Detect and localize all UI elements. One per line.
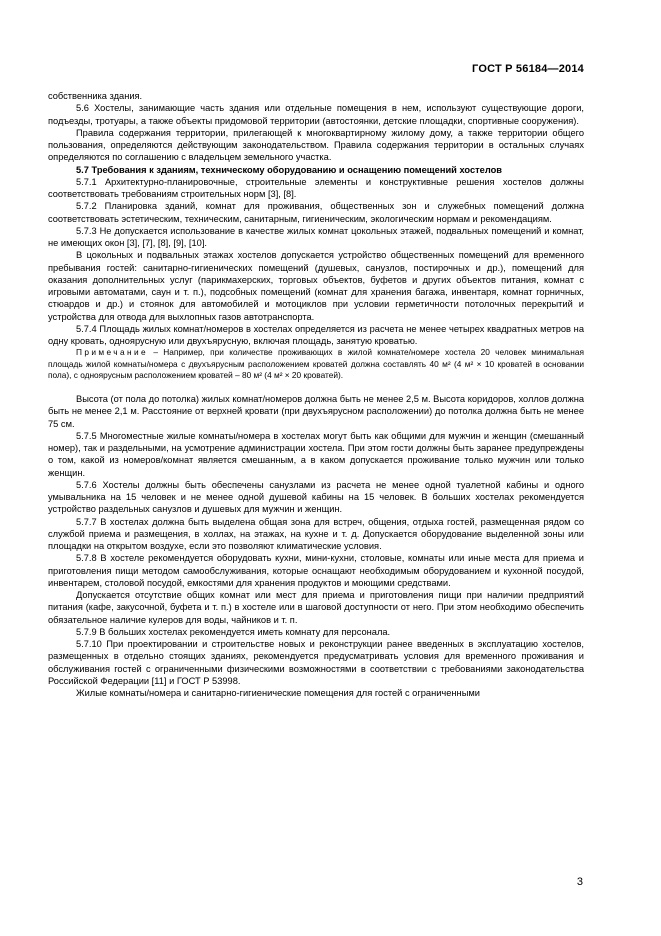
section-heading: 5.7 Требования к зданиям, техническому оборудованию и оснащению помещений хостелов bbox=[76, 164, 503, 175]
paragraph: Правила содержания территории, прилегающей к многоквартирному жилому дому, а также территории общего пользования, определяются действующим законодательством. Правила содержания территории в остальных случаях определяются по соглашению с владельцем земельного участка. bbox=[48, 127, 584, 163]
paragraph: 5.7.8 В хостеле рекомендуется оборудовать кухни, мини-кухни, столовые, комнаты или иные места для приема и приготовления пищи методом самообслуживания, которые оснащают необходимым оборудованием и кухонной посудой, инвентарем, столовой посудой, емкостями для хранения продуктов и моющими средствами. bbox=[48, 553, 584, 588]
paragraph: 5.7.3 Не допускается использование в качестве жилых комнат цокольных этажей, подвальных помещений и комнат, не имеющих окон [3], [7], [8], [9], [10]. bbox=[48, 225, 584, 248]
paragraph: Жилые комнаты/номера и санитарно-гигиенические помещения для гостей с ограниченными bbox=[76, 688, 480, 699]
paragraph: Высота (от пола до потолка) жилых комнат/номеров должна быть не менее 2,5 м. Высота коридоров, холлов должна быть не менее 2,1 м. Расстояние от верхней кровати (при двухъярусном расположении) до потолка должна быть не менее 75 см. bbox=[48, 394, 584, 429]
document-body bbox=[48, 90, 584, 699]
note-label: Примечание bbox=[76, 347, 149, 358]
paragraph: 5.6 Хостелы, занимающие часть здания или отдельные помещения в нем, используют существующие дороги, подъезды, тротуары, а также объекты придомовой территории (автостоянки, детские площадки, спортивные сооружения). bbox=[48, 103, 584, 126]
note-paragraph bbox=[48, 347, 584, 382]
standard-number: ГОСТ Р 56184—2014 bbox=[472, 63, 584, 75]
paragraph: 5.7.6 Хостелы должны быть обеспечены санузлами из расчета не менее одной туалетной кабины и одного умывальника на 15 человек и не менее одной душевой кабины на 15 человек. В больших хостелах рекомендуется устройство раздельных санузлов и душевых для мужчин и женщин. bbox=[48, 479, 584, 515]
paragraph: 5.7.1 Архитектурно-планировочные, строительные элементы и конструктивные решения хостелов должны соответствовать требованиям строительных норм [3], [8]. bbox=[48, 176, 584, 199]
paragraph: 5.7.2 Планировка зданий, комнат для проживания, общественных зон и служебных помещений должна соответствовать эстетическим, техническим, санитарным, гигиеническим, экологическим нормам и рекомендациям. bbox=[48, 201, 584, 224]
paragraph: 5.7.4 Площадь жилых комнат/номеров в хостелах определяется из расчета не менее четырех квадратных метров на одну кровать, одноярусную или двухъярусную, включая площадь, занятую кроватью. bbox=[48, 323, 584, 346]
page-number: 3 bbox=[576, 876, 583, 888]
paragraph: собственника здания. bbox=[48, 91, 143, 101]
paragraph: 5.7.7 В хостелах должна быть выделена общая зона для встреч, общения, отдыха гостей, размещенная рядом со службой приема и размещения, в холлах, на этажах, на кухне и т. д. Допускается оборудование выделенной зоны или площадки на открытом воздухе, если это позволяют климатические условия. bbox=[48, 516, 584, 552]
note-text: – Например, при количестве проживающих в жилой комнате/номере хостела 20 человек минимальная площадь жилой комнаты/номера с двухъярусным расположением кроватей должна составлять 40 м² (4 м² × 10 кроватей в основании пола), с одноярусным расположением кроватей – 80 м² (4 м² × 20 кроватей). bbox=[48, 347, 584, 381]
paragraph: 5.7.9 В больших хостелах рекомендуется иметь комнату для персонала. bbox=[76, 626, 391, 637]
paragraph: 5.7.5 Многоместные жилые комнаты/номера в хостелах могут быть как общими для мужчин и женщин (смешанный номер), так и раздельными, на усмотрение администрации хостела. При этом гости должны быть заранее предупреждены о том, какой из номеров/комнат является смешанным, а в каком допускается проживание только мужчин или только женщин. bbox=[48, 430, 584, 478]
paragraph-gap bbox=[48, 382, 584, 393]
paragraph: Допускается отсутствие общих комнат или мест для приема и приготовления пищи при наличии предприятий питания (кафе, закусочной, буфета и т. п.) в хостеле или в шаговой доступности от него. При этом необходимо обеспечить обязательное наличие кулеров для воды, чайников и т. п. bbox=[48, 590, 584, 625]
paragraph: 5.7.10 При проектировании и строительстве новых и реконструкции ранее введенных в эксплуатацию хостелов, размещенных в отдельно стоящих зданиях, рекомендуется предусматривать условия для временного проживания и обслуживания гостей с ограниченными физическими возможностями в соответствии с требованиями законодательства Российской Федерации [11] и ГОСТ Р 53998. bbox=[48, 639, 584, 686]
paragraph: В цокольных и подвальных этажах хостелов допускается устройство общественных помещений для временного пребывания гостей: санитарно-гигиенических помещений (душевых, санузлов, постирочных и др.), помещений для оказания дополнительных услуг (парикмахерских, торговых объектов, буфетов и других объектов питания, комнат с игровыми автоматами, саун и т. п.), подсобных помещений (комнат для хранения багажа, инвентаря, комнат горничных, стюардов и др.) и стоянок для автомобилей и мотоциклов при условии герметичности потолочных перекрытий и устройства для отвода для выхлопных газов автотранспорта. bbox=[48, 250, 584, 322]
